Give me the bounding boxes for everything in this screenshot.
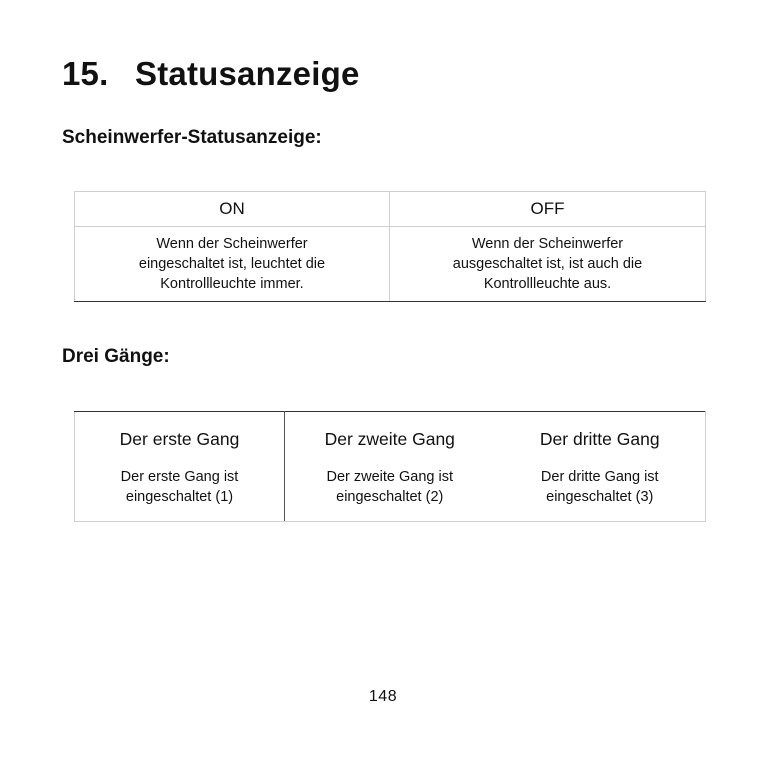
gears-heading: Drei Gänge: xyxy=(62,346,170,367)
cell-line: Kontrollleuchte aus. xyxy=(483,276,612,292)
cell-third-gear-description xyxy=(495,452,706,522)
cell-line: eingeschaltet (1) xyxy=(125,488,234,505)
cell-first-gear-description xyxy=(75,452,285,522)
cell-line: Wenn der Scheinwerfer xyxy=(471,236,624,252)
table-header-row xyxy=(75,412,706,453)
headlight-status-table xyxy=(74,191,706,302)
header-third-gear: Der dritte Gang xyxy=(495,412,706,453)
header-first-gear: Der erste Gang xyxy=(75,412,285,453)
cell-on-description xyxy=(75,227,390,302)
cell-line: Wenn der Scheinwerfer xyxy=(156,236,308,252)
section-heading xyxy=(62,55,360,93)
gears-table xyxy=(74,411,706,522)
table-row xyxy=(75,227,706,302)
section-number: 15. xyxy=(62,55,109,92)
cell-line: ausgeschaltet ist, ist auch die xyxy=(452,256,643,272)
section-title: Statusanzeige xyxy=(135,55,360,92)
cell-line: Der dritte Gang ist xyxy=(540,468,659,485)
table-header-row xyxy=(75,192,706,227)
header-second-gear: Der zweite Gang xyxy=(285,412,495,453)
cell-line: Kontrollleuchte immer. xyxy=(160,276,304,292)
table-row xyxy=(75,452,706,522)
header-on: ON xyxy=(75,192,390,227)
cell-second-gear-description xyxy=(285,452,495,522)
cell-line: eingeschaltet (2) xyxy=(336,488,444,505)
cell-line: Der erste Gang ist xyxy=(120,468,239,485)
cell-off-description xyxy=(390,227,706,302)
cell-line: eingeschaltet (3) xyxy=(546,488,654,505)
cell-line: Der zweite Gang ist xyxy=(326,468,454,485)
headlight-status-heading: Scheinwerfer-Statusanzeige: xyxy=(62,127,322,148)
page-number: 148 xyxy=(368,688,398,705)
header-off: OFF xyxy=(390,192,706,227)
cell-line: eingeschaltet ist, leuchtet die xyxy=(138,256,326,272)
